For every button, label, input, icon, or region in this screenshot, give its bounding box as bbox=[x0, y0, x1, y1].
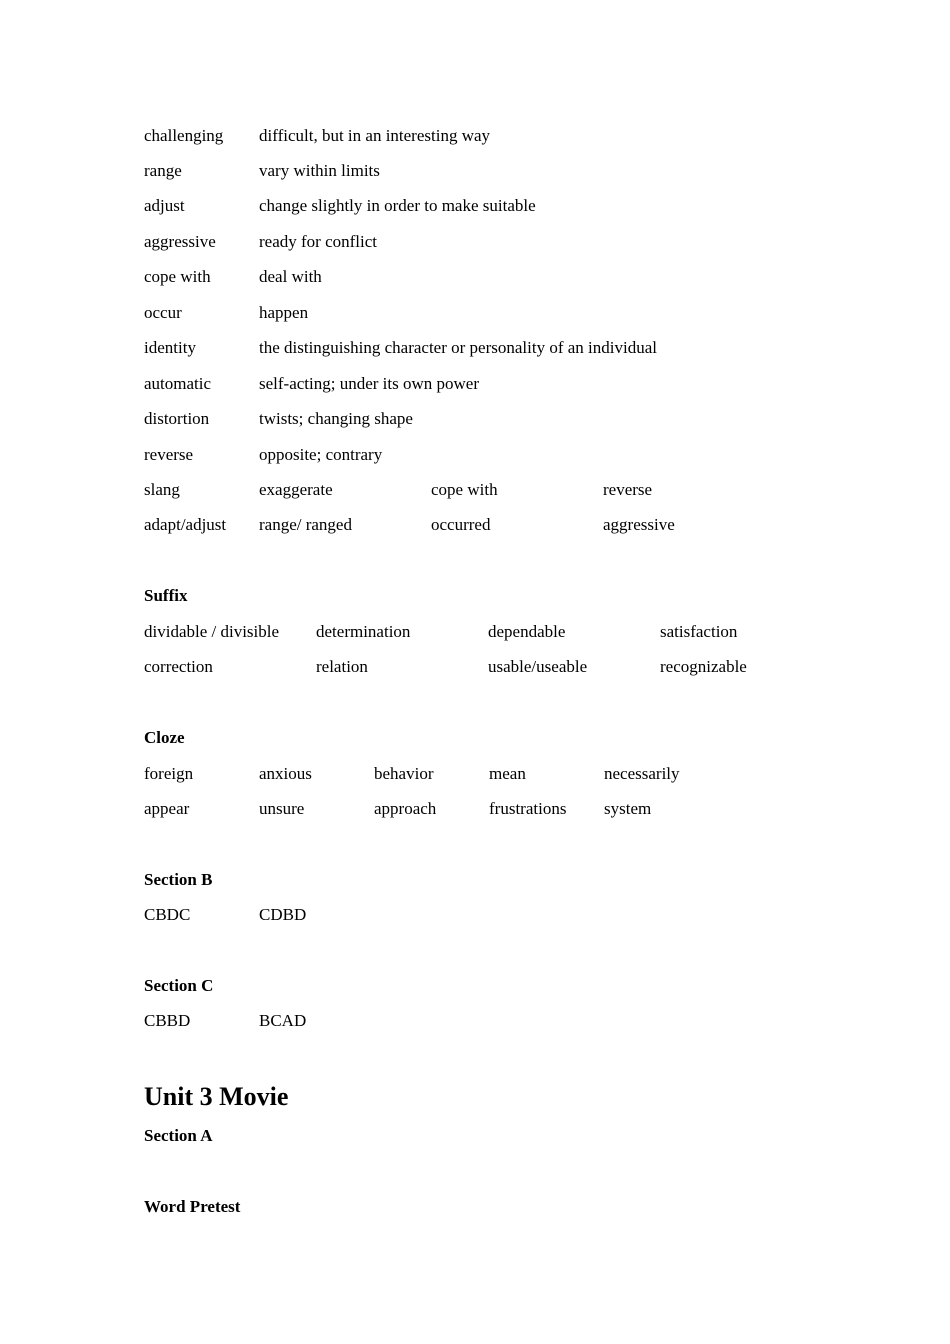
vocab-word: adjust bbox=[144, 196, 185, 215]
answer-word: dividable / divisible bbox=[144, 622, 280, 641]
vocab-definition: twists; changing shape bbox=[259, 409, 413, 428]
vocab-word: cope with bbox=[144, 267, 211, 286]
vocab-word: distortion bbox=[144, 409, 210, 428]
answer-word: system bbox=[604, 799, 652, 818]
answer-word: recognizable bbox=[660, 657, 747, 676]
vocab-word: aggressive bbox=[144, 232, 216, 251]
unit-title: Unit 3 Movie bbox=[144, 1082, 289, 1111]
answer-word: range/ ranged bbox=[259, 515, 352, 534]
answer-word: dependable bbox=[488, 622, 566, 641]
answer-word: occurred bbox=[431, 515, 491, 534]
vocab-definition: ready for conflict bbox=[259, 232, 377, 251]
vocab-word: challenging bbox=[144, 126, 224, 145]
vocab-definition: change slightly in order to make suitable bbox=[259, 196, 536, 215]
vocab-definition: difficult, but in an interesting way bbox=[259, 126, 491, 145]
vocab-definition: deal with bbox=[259, 267, 322, 286]
vocab-definition: opposite; contrary bbox=[259, 445, 383, 464]
answer-word: aggressive bbox=[603, 515, 675, 534]
section-heading: Suffix bbox=[144, 586, 188, 605]
answer-word: determination bbox=[316, 622, 411, 641]
section-heading: Section A bbox=[144, 1126, 213, 1145]
answer-key: CBBD bbox=[144, 1011, 191, 1030]
answer-key: CBDC bbox=[144, 905, 191, 924]
answer-word: mean bbox=[489, 764, 526, 783]
answer-word: foreign bbox=[144, 764, 194, 783]
vocab-word: reverse bbox=[144, 445, 194, 464]
vocab-definition: self-acting; under its own power bbox=[259, 374, 479, 393]
answer-word: necessarily bbox=[604, 764, 680, 783]
answer-word: appear bbox=[144, 799, 190, 818]
section-heading: Word Pretest bbox=[144, 1197, 241, 1216]
section-heading: Section C bbox=[144, 976, 214, 995]
answer-word: anxious bbox=[259, 764, 312, 783]
answer-word: relation bbox=[316, 657, 368, 676]
answer-word: approach bbox=[374, 799, 437, 818]
answer-word: cope with bbox=[431, 480, 498, 499]
answer-word: satisfaction bbox=[660, 622, 738, 641]
answer-key: BCAD bbox=[259, 1011, 307, 1030]
vocab-definition: happen bbox=[259, 303, 309, 322]
answer-word: exaggerate bbox=[259, 480, 333, 499]
section-heading: Section B bbox=[144, 870, 213, 889]
vocab-definition: the distinguishing character or personality of an individual bbox=[259, 338, 657, 357]
vocab-definition: vary within limits bbox=[259, 161, 380, 180]
answer-word: unsure bbox=[259, 799, 305, 818]
vocab-word: occur bbox=[144, 303, 182, 322]
answer-word: slang bbox=[144, 480, 180, 499]
section-heading: Cloze bbox=[144, 728, 185, 747]
answer-word: frustrations bbox=[489, 799, 567, 818]
answer-word: usable/useable bbox=[488, 657, 588, 676]
answer-key: CDBD bbox=[259, 905, 307, 924]
vocab-word: automatic bbox=[144, 374, 212, 393]
answer-word: correction bbox=[144, 657, 213, 676]
answer-word: behavior bbox=[374, 764, 434, 783]
answer-word: reverse bbox=[603, 480, 653, 499]
vocab-word: identity bbox=[144, 338, 196, 357]
answer-word: adapt/adjust bbox=[144, 515, 227, 534]
vocab-word: range bbox=[144, 161, 182, 180]
